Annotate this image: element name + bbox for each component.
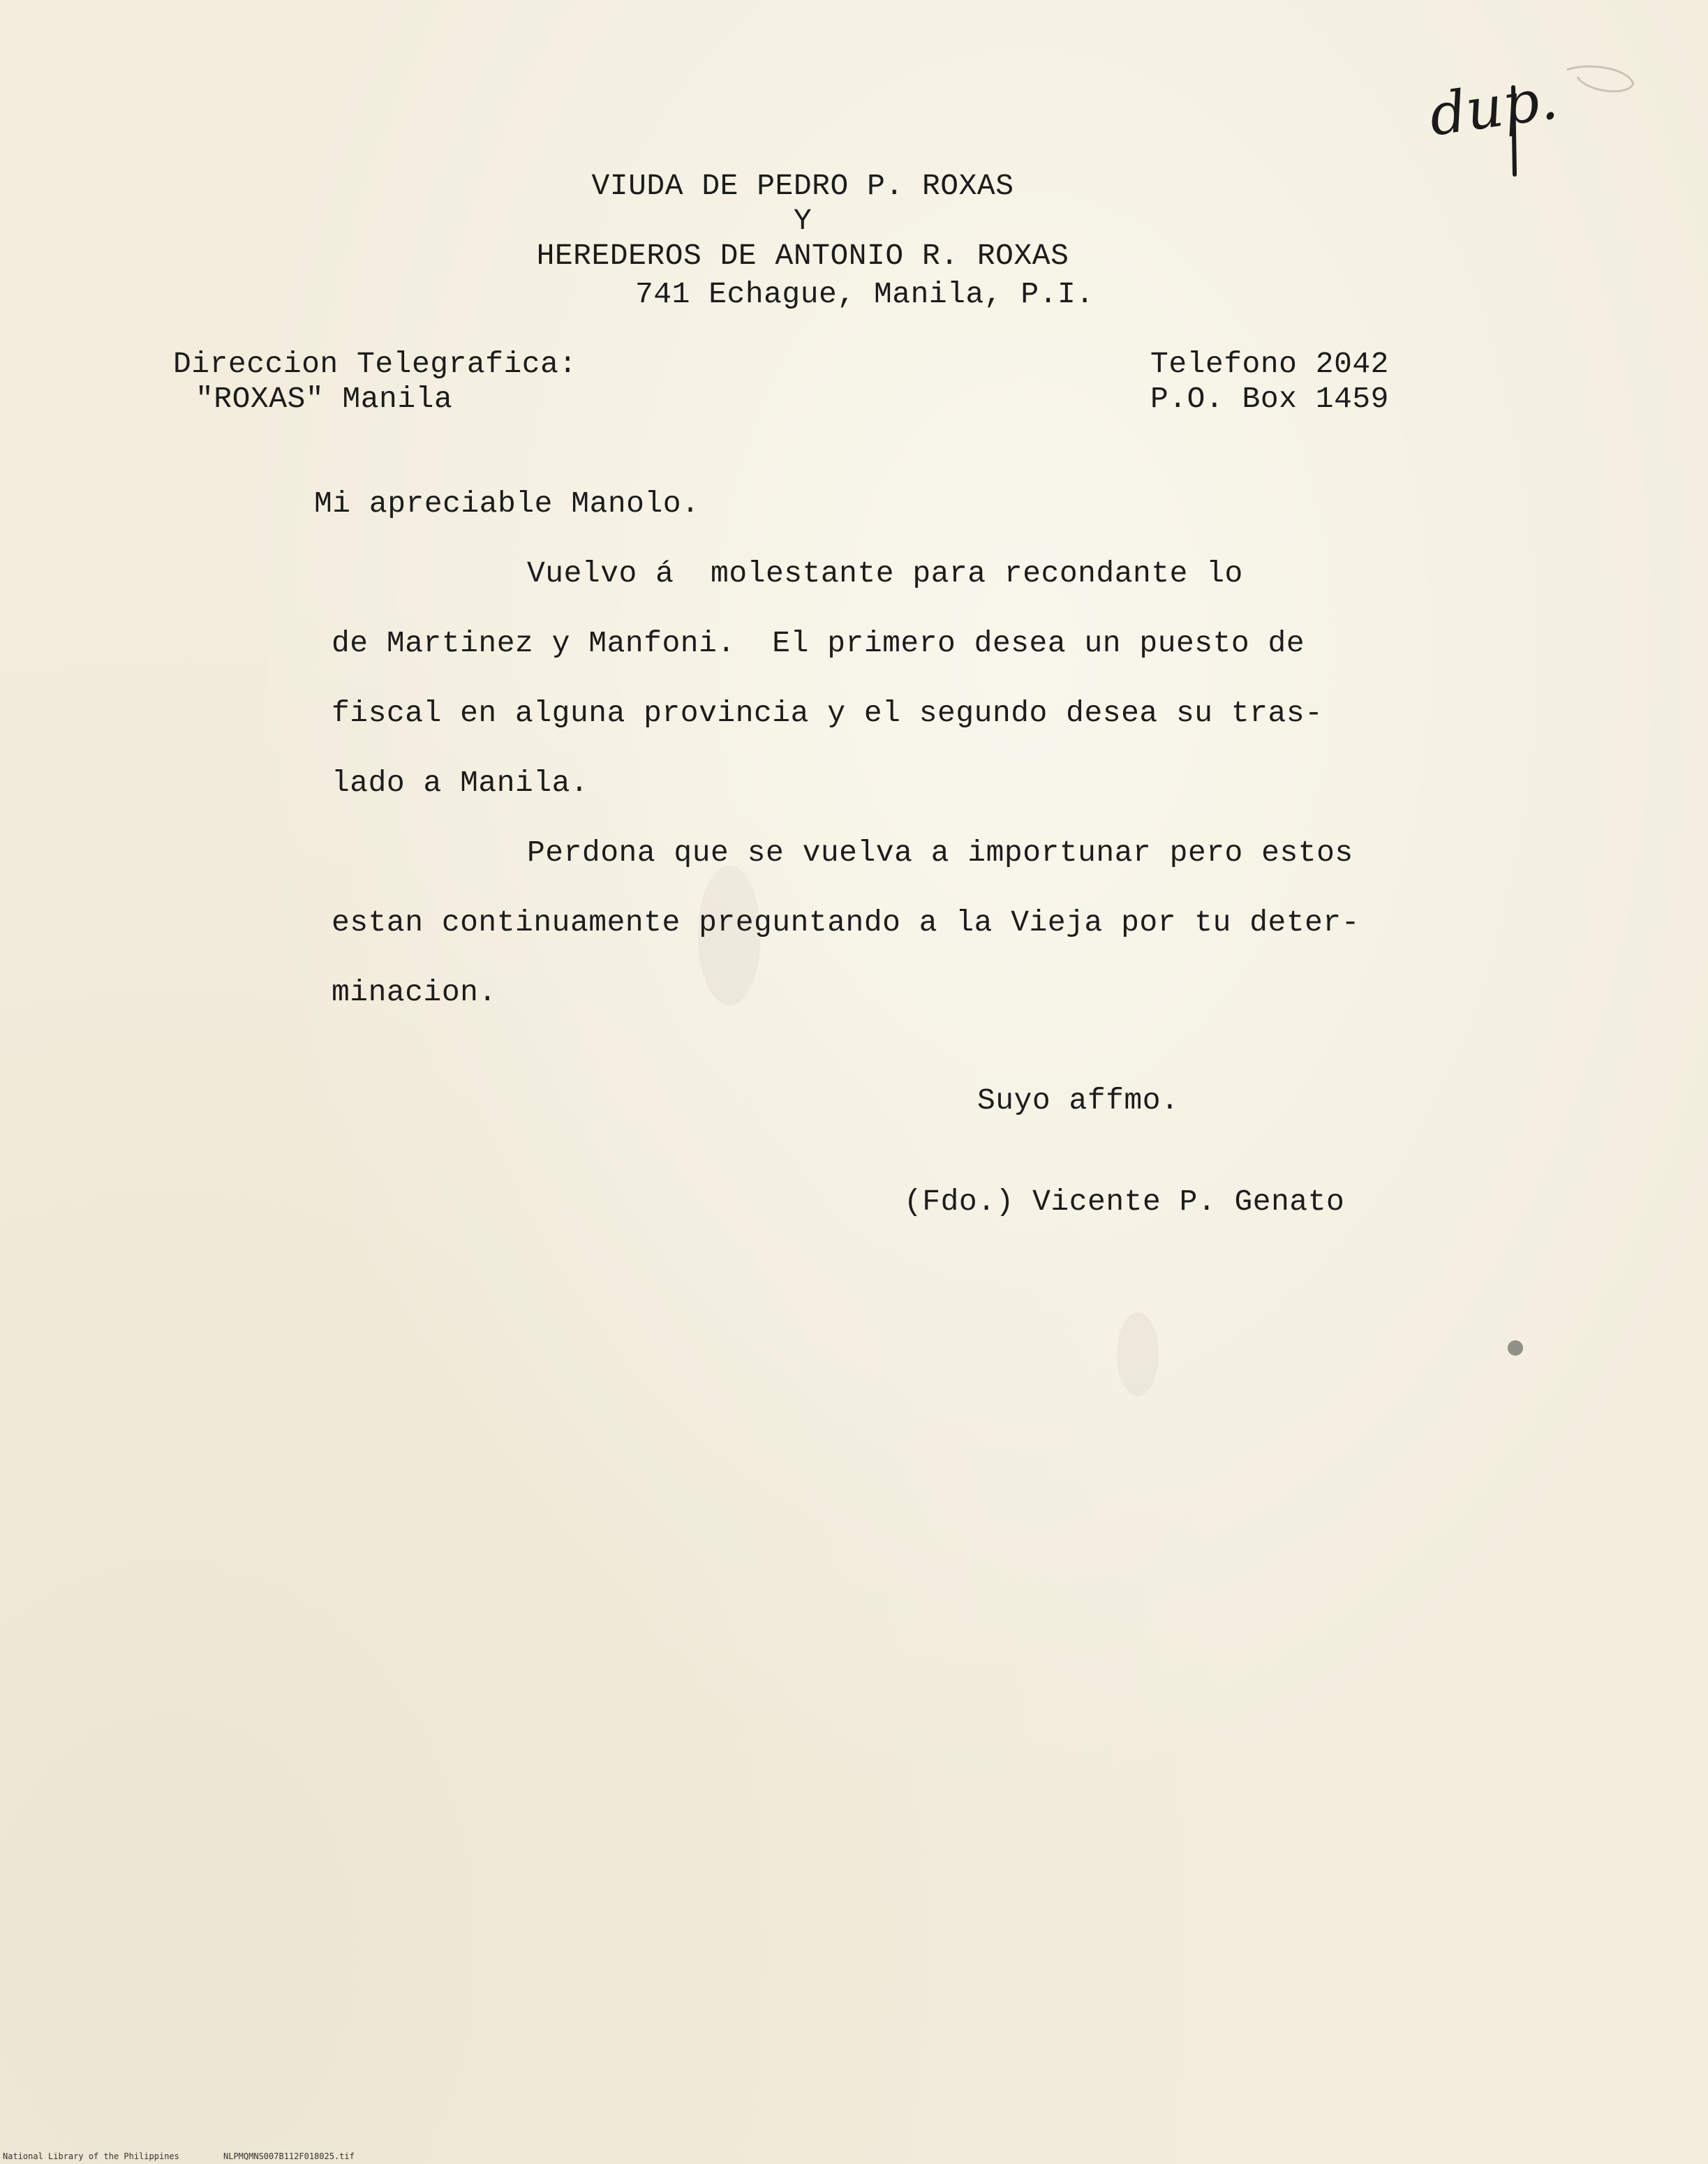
footer-file-name: NLPMQMNS007B112F018025.tif: [223, 2151, 355, 2161]
paragraph-1-line-1: Vuelvo á molestante para recondante lo: [527, 556, 1243, 591]
handwritten-dup-annotation: [1417, 49, 1640, 188]
telegraph-value: "ROXAS" Manila: [195, 382, 453, 416]
footer-library-credit: National Library of the Philippines: [3, 2151, 179, 2161]
paragraph-1-line-4: lado a Manila.: [332, 766, 589, 800]
paragraph-2-line-1: Perdona que se vuelva a importunar pero estos: [527, 836, 1353, 870]
po-box: P.O. Box 1459: [1150, 382, 1389, 416]
paper-stain: [1117, 1312, 1159, 1396]
letterhead-line-2: Y: [793, 204, 812, 238]
letterhead-line-1: VIUDA DE PEDRO P. ROXAS: [591, 169, 1014, 203]
paper-stain: [1508, 1340, 1523, 1356]
paragraph-2-line-2: estan continuamente preguntando a la Vieja por tu deter-: [332, 905, 1360, 940]
paragraph-1-line-3: fiscal en alguna provincia y el segundo desea su tras-: [332, 696, 1323, 730]
paragraph-2-line-3: minacion.: [332, 975, 497, 1009]
paragraph-1-line-2: de Martinez y Manfoni. El primero desea un puesto de: [332, 626, 1305, 660]
letterhead-address: 741 Echague, Manila, P.I.: [635, 277, 1094, 311]
telephone-number: Telefono 2042: [1150, 347, 1389, 381]
signature-line: (Fdo.) Vicente P. Genato: [904, 1185, 1345, 1219]
salutation: Mi apreciable Manolo.: [314, 487, 700, 521]
handwritten-dup-text: dup.: [1425, 65, 1562, 149]
letterhead-line-3: HEREDEROS DE ANTONIO R. ROXAS: [536, 239, 1069, 273]
telegraph-label: Direccion Telegrafica:: [173, 347, 577, 381]
closing: Suyo affmo.: [977, 1083, 1180, 1118]
